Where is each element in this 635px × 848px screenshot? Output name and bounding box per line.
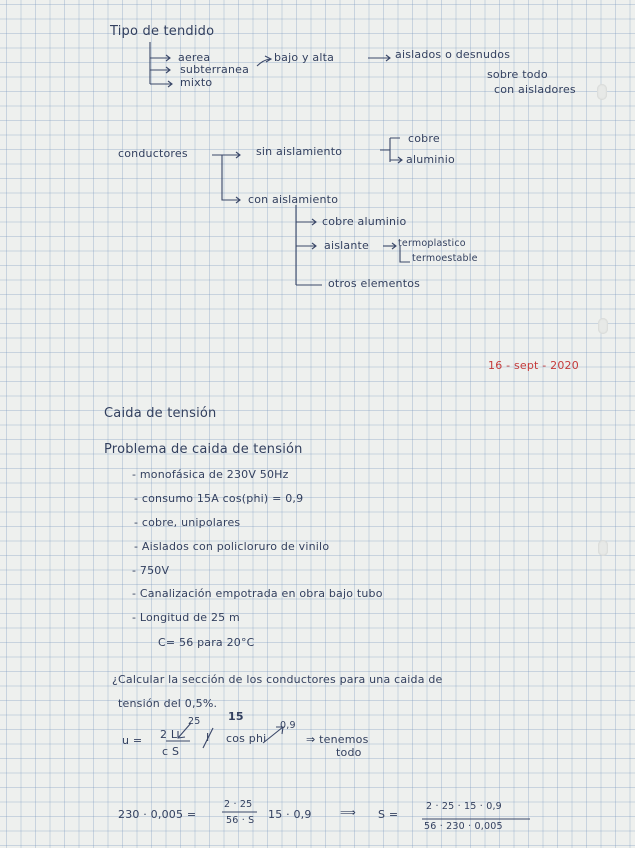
heading-problema: Problema de caida de tensión [104, 442, 303, 457]
text-con-aislamiento: con aislamiento [248, 193, 339, 206]
text-termoestable: termoestable [412, 253, 478, 264]
heading-tipo-de-tendido: Tipo de tendido [110, 24, 215, 39]
bullet-750v: - 750V [132, 564, 170, 577]
binder-hole-bottom [598, 540, 608, 556]
formula-2l: 2 L [160, 728, 178, 741]
binder-hole-top [597, 84, 607, 100]
bullet-canalizacion: - Canalización empotrada en obra bajo tubo [132, 587, 383, 600]
text-aislados-o-desnudos: aislados o desnudos [395, 48, 511, 61]
bullet-aislados: - Aislados con policloruro de vinilo [134, 540, 330, 553]
formula-15: 15 [228, 710, 244, 723]
formula-cos-phi: cos phi [226, 732, 267, 745]
text-cobre-aluminio: cobre aluminio [322, 215, 407, 228]
bullet-consumo: - consumo 15A cos(phi) = 0,9 [134, 492, 304, 505]
date-label: 16 - sept - 2020 [488, 359, 579, 372]
text-aislante: aislante [324, 239, 369, 252]
text-aluminio: aluminio [406, 153, 455, 166]
bullet-longitud: - Longitud de 25 m [132, 611, 240, 624]
question-line-2: tensión del 0,5%. [118, 697, 218, 710]
text-termoplastico: termoplastico [398, 238, 466, 249]
equation-factor: 15 · 0,9 [268, 808, 312, 821]
equation-arrow: ⟹ [340, 806, 356, 819]
formula-tenemos: ⇒ tenemos [306, 733, 369, 746]
equation-s: S = [378, 808, 399, 821]
equation-frac2-den: 56 · 230 · 0,005 [424, 821, 503, 832]
text-conductores: conductores [118, 147, 188, 160]
bullet-c56: C= 56 para 20°C [158, 636, 255, 649]
equation-frac1-num: 2 · 25 [224, 799, 253, 810]
text-sin-aislamiento: sin aislamiento [256, 145, 343, 158]
formula-u: u = [122, 734, 143, 747]
text-otros-elementos: otros elementos [328, 277, 421, 290]
formula-cs: c S [162, 745, 180, 758]
text-bajo-y-alta: bajo y alta [274, 51, 335, 64]
formula-09: 0,9 [280, 720, 296, 731]
formula-todo: todo [336, 746, 362, 759]
text-con-aisladores: con aisladores [494, 83, 576, 96]
equation-frac1-den: 56 · S [226, 815, 255, 826]
question-line-1: ¿Calcular la sección de los conductores para una caida de [112, 673, 443, 686]
item-mixto: mixto [180, 76, 213, 89]
text-sobre-todo: sobre todo [487, 68, 548, 81]
heading-caida-de-tension: Caida de tensión [104, 406, 217, 421]
formula-i: I [206, 731, 210, 744]
item-aerea: aerea [178, 51, 211, 64]
equation-frac2-num: 2 · 25 · 15 · 0,9 [426, 801, 502, 812]
equation-lhs: 230 · 0,005 = [118, 808, 197, 821]
item-subterranea: subterranea [180, 63, 250, 76]
formula-25: 25 [188, 716, 201, 727]
bullet-cobre: - cobre, unipolares [134, 516, 241, 529]
bullet-monofasica: - monofásica de 230V 50Hz [132, 468, 289, 481]
text-cobre: cobre [408, 132, 440, 145]
binder-hole-middle [598, 318, 608, 334]
